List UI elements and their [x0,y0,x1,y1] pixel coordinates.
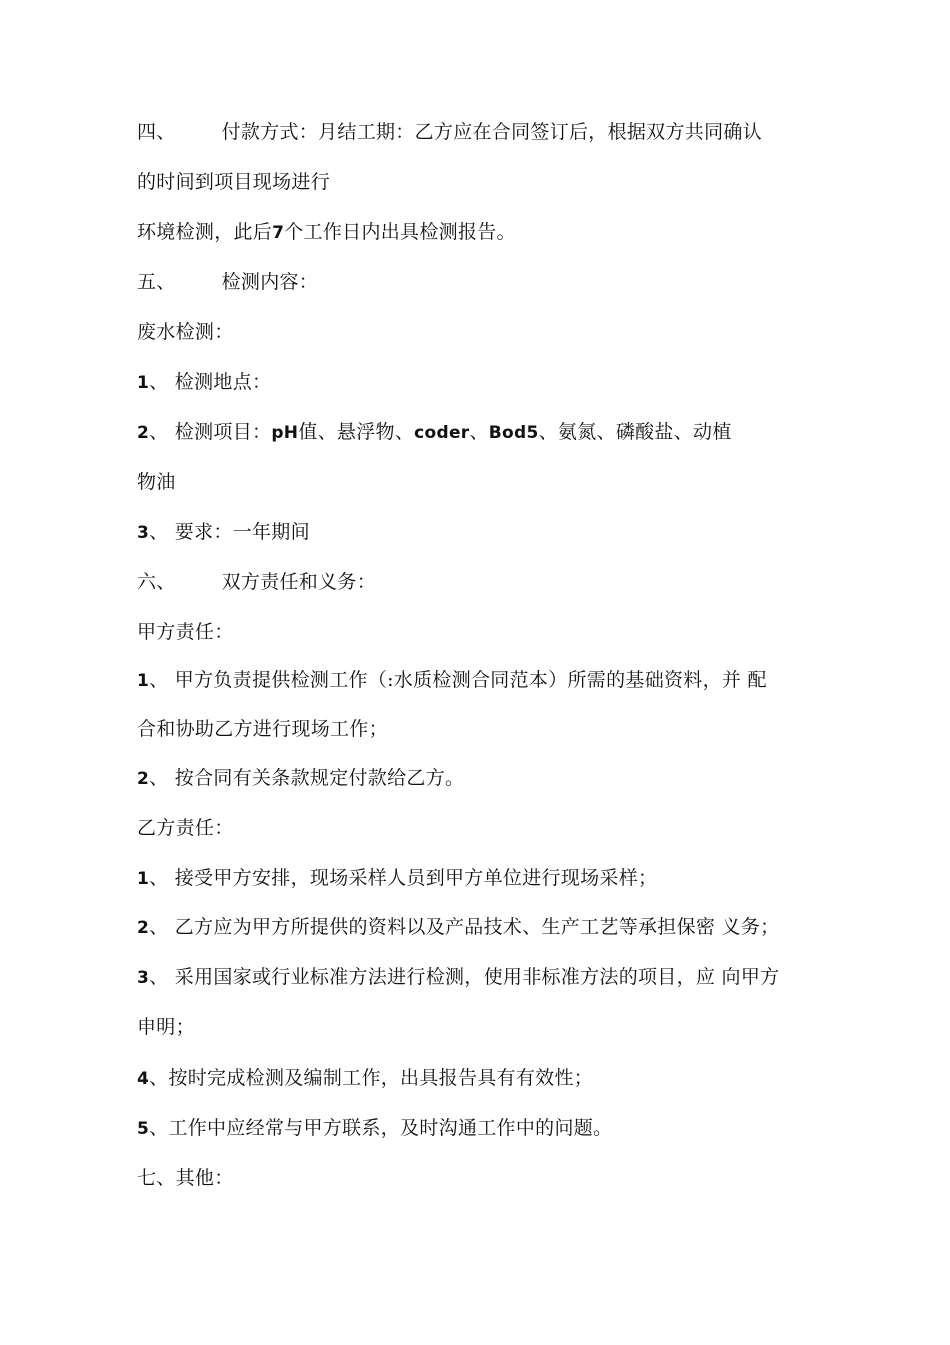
section-4-line-1 [137,120,762,144]
section-7-heading: 七、其他： [137,1167,234,1189]
section-5-heading-line [137,270,318,294]
section-5-sub [137,320,234,344]
section-4-days: 7 [272,223,285,243]
section-6-title: 双方责任和义务： [221,571,377,593]
list-item: 2、 乙方应为甲方所提供的资料以及产品技术、生产工艺等承担保密 义务； [137,916,780,938]
wastewater-label: 废水检测： [137,321,234,343]
list-item-continuation: 申明； [137,1016,195,1038]
party-a-label: 甲方责任： [137,621,234,643]
list-item: 2、 检测项目：pH值、悬浮物、coder、Bod5、氨氮、磷酸盐、动植 [137,421,732,443]
section-5-title: 检测内容： [221,271,319,293]
list-item: 1、 检测地点： [137,371,272,393]
section-4-text-3a: 环境检测，此后 [137,221,273,243]
section-4-text-2: 的时间到项目现场进行 [137,171,331,193]
section-4-line-2 [137,170,330,194]
section-4-line-3 [137,220,516,245]
list-item: 1、 甲方负责提供检测工作（:水质检测合同范本）所需的基础资料，并 配 [137,669,767,691]
list-item-continuation: 物油 [137,471,176,493]
section-4-text-1: 付款方式：月结工期：乙方应在合同签订后，根据双方共同确认 [221,121,763,143]
list-item: 3、 采用国家或行业标准方法进行检测，使用非标准方法的项目，应 向甲方 [137,966,780,988]
list-item: 3、 要求：一年期间 [137,521,310,543]
section-6-heading: 六、 [137,571,176,593]
list-item: 5、工作中应经常与甲方联系，及时沟通工作中的问题。 [137,1117,613,1139]
section-4-text-3b: 个工作日内出具检测报告。 [284,221,516,243]
section-5-heading: 五、 [137,271,176,293]
list-item: 1、 接受甲方安排，现场采样人员到甲方单位进行现场采样； [137,867,658,889]
list-item-continuation: 合和协助乙方进行现场工作； [137,718,388,740]
section-4-heading: 四、 [137,121,176,143]
list-item: 4、按时完成检测及编制工作，出具报告具有有效性； [137,1067,594,1089]
section-6-heading-line [137,570,376,594]
party-b-label: 乙方责任： [137,817,234,839]
list-item: 2、 按合同有关条款规定付款给乙方。 [137,767,465,789]
